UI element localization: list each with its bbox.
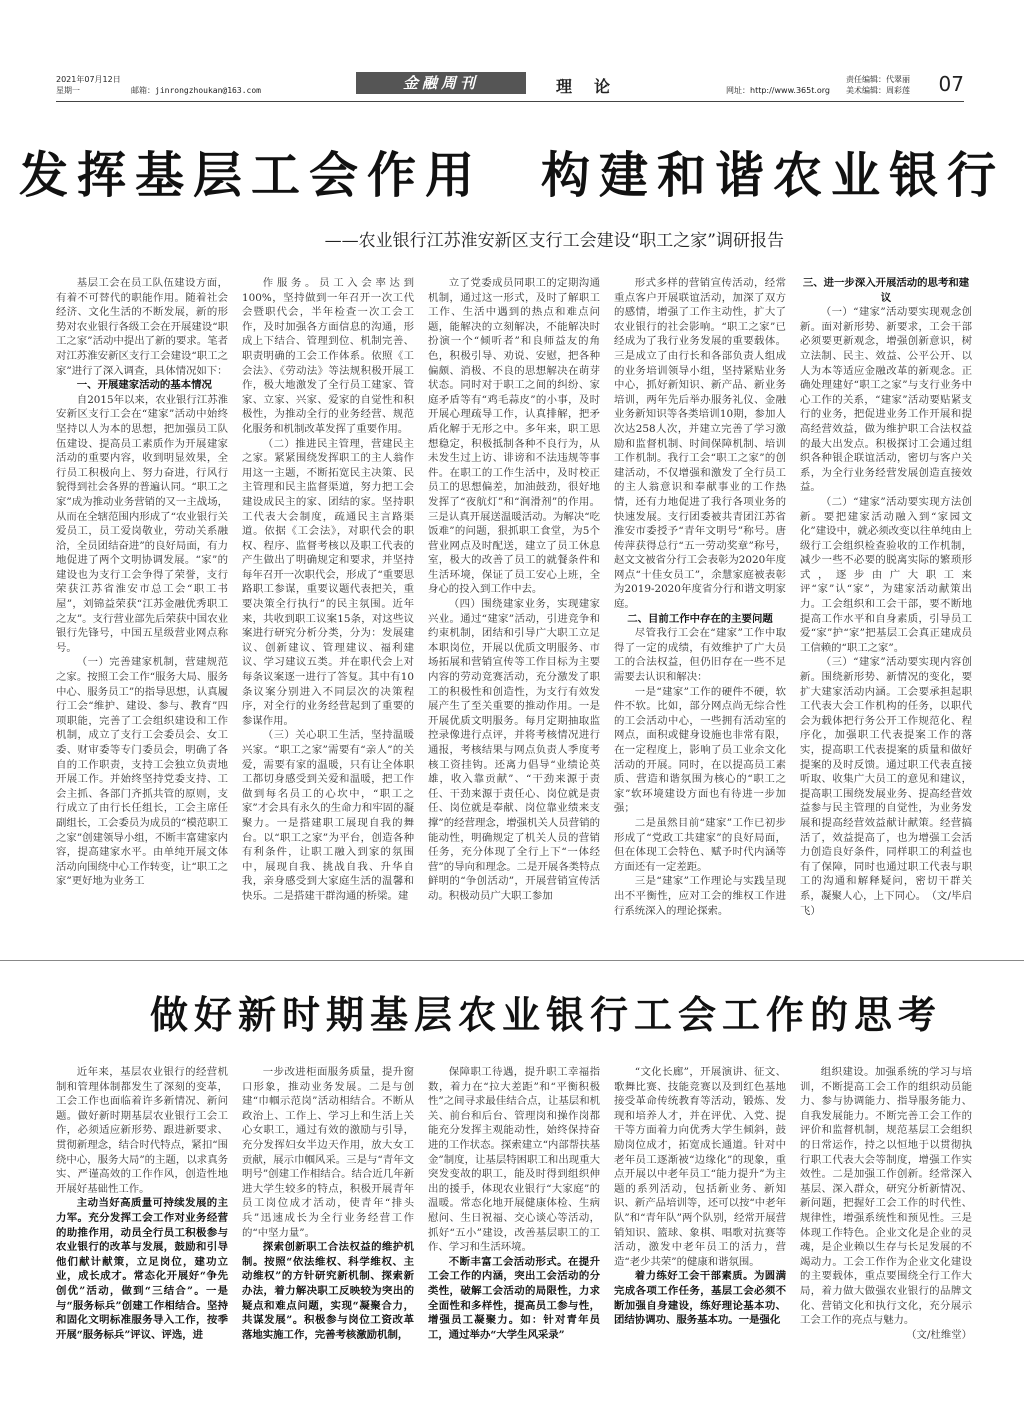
issue-date: 2021年07月12日 (56, 75, 121, 84)
paragraph: “文化长廊”，开展演讲、征文、歌舞比赛、技能竞赛以及到红色基地接受革命传统教育等活动，锻炼、发现和培养人才，并在评优、入党、提干等方面着力向优秀大学生倾斜，鼓励岗位成才，拓宽成长通道。针对中老年员工逐渐被“边缘化”的现象，重点开展以中老年员工“能力提升”为主题的系列活动，包括新业务、新知识、新产品培训等，还可以按“中老年队”和“青年队”两个队别，经常开展营销知识、篮球、象棋、唱歌对抗赛等活动，激发中老年员工的活力，营造“老少共荣”的健康和谐氛围。 (614, 1066, 786, 1268)
article2-title: 做好新时期基层农业银行工会工作的思考 (150, 992, 943, 1037)
issue-weekday: 星期一 (56, 86, 80, 95)
paragraph: 尽管我行工会在“建家”工作中取得了一定的成绩，有效维护了广大员工的合法权益，但仍旧存在一些不足需要去认识和解决： (614, 627, 786, 684)
paragraph: （一）“建家”活动要实现观念创新。面对新形势、新要求，工会干部必须要更新观念，增强创新意识，树立法制、民主、效益、公平公开、以人为本等适应金融改革的新观念。正确处理建好“职工之家”与支行业务中心工作的关系，“建家”活动要贴紧支行的业务，把促进业务工作开展和提高经营效益，做为维护职工合法权益的最大出发点。积极探讨工会通过组织各种银企联谊活动，密切与客户关系，为全行业务经营发展创造直接效益。 (800, 306, 972, 494)
article1-column (56, 276, 228, 944)
article1-column (614, 276, 786, 944)
paragraph: （二）“建家”活动要实现方法创新。要把建家活动融入到“家园文化”建设中，就必须改变以往单纯由上级行工会组织检查验收的工作机制，减少一些不必要的脱离实际的繁琐形式，逐步由广大职工来评“家”认“家”，为建家活动献策出力。工会组织和工会干部，要不断地提高工作水平和自身素质，引导员工爱“家”护“家”把基层工会真正建成员工信赖的“职工之家”。 (800, 495, 972, 654)
paragraph: 三是“建家”工作理论与实践呈现出不平衡性，应对工会的维权工作进行系统深入的理论探索。 (614, 875, 786, 917)
paragraph: 自2015年以来，农业银行江苏淮安新区支行工会在“建家”活动中始终坚持以人为本的思想，把加强员工队伍建设、提高员工素质作为开展建家活动的重要内容，收到明显效果，全行员工积极向上、努力奋进，行风行貌得到社会各界的普遍认同。“职工之家”成为推动业务营销的又一主战场，从而在全辖范围内形成了“农业银行关爱员工，员工爱岗敬业，劳动关系融洽，全员团结奋进”的良好局面，有力地促进了两个文明协调发展。“家”的建设也为支行工会争得了荣誉，支行荣获江苏省淮安市总工会“职工书屋”，刘锦益荣获“江苏金融优秀职工之友”。支行营业部先后荣获中国农业银行先锋号，中国五星级营业网点称号。 (56, 393, 228, 654)
section-heading: 着力练好工会干部素质。为圆满完成各项工作任务，基层工会必须不断加强自身建设，练好理论基本功、团结协调功、服务基本功。一是强化 (614, 1270, 786, 1327)
paragraph: （三）“建家”活动要实现内容创新。围绕新形势、新情况的变化，要扩大建家活动内涵。工会要承担起职工代表大会工作机构的任务，以职代会为载体把行务公开工作规范化、程序化，加强职工代表提案工作的落实，提高职工代表提案的质量和做好提案的及时反馈。通过职工代表直接听取、收集广大员工的意见和建议，提高职工围绕发展业务、提高经营效益参与民主管理的自觉性，为业务发展和提高经营效益献计献策。经营搞活了，效益提高了，也为增强工会活力创造良好条件，同样职工的利益也有了保障，同时也通过职工代表与职工的沟通和解释疑问，密切干群关系，凝聚人心，上下同心。 （文/毕启飞） (800, 656, 972, 917)
article1-column (242, 276, 414, 944)
paragraph: （四）围绕建家业务，实现建家兴业。通过“建家”活动，引进竞争和约束机制，团结和引导广大职工立足本职岗位，开展以优质文明服务、市场拓展和营销宣传等工作目标为主要内容的劳动竞赛活动，充分激发了职工的积极性和创造性，为支行有效发展产生了至关重要的推动作用。一是开展优质文明服务。每月定期抽取监控录像进行点评，并将考核情况进行通报，考核结果与网点负责人季度考核工资挂钩。还离力倡导“业绩论英雄，收入靠贡献”、“干劲来源于责任、干劲来源于责任心、岗位就是责任、岗位就是奉献、岗位靠业绩来支撑”的经营理念，增强机关人员营销的能动性，明确规定了机关人员的营销任务，充分体现了全行上下“一体经营”的导向和理念。二是开展各类特点鲜明的“争创活动”，开展营销宣传活动。积极动员广大职工参加 (428, 598, 600, 902)
email-address: 邮箱：jinrongzhoukan@163.com (131, 86, 261, 95)
paragraph: 二是虽然目前“建家”工作已初步形成了“党政工共建家”的良好局面，但在体现工会特色、赋予时代内涵等方面还有一定差距。 (614, 816, 786, 873)
article1-column (428, 276, 600, 944)
section-heading: 不断丰富工会活动形式。在提升工会工作的内涵，突出工会活动的分类性，破解工会活动的局限性，力求全面性和多样性，提高员工参与性，增强员工凝聚力。如：针对青年员工，通过举办“大学生风采录” (428, 1255, 600, 1341)
section-heading: 一、开展建家活动的基本情况 (76, 379, 212, 392)
paragraph: 一是“建家”工作的硬件不硬，软件不软。比如，部分网点尚无综合性的工会活动中心，一些拥有活动室的网点，面积或健身设施也非常有限，在一定程度上，影响了员工业余文化活动的开展。同时，在以提高员工素质、营造和谐氛围为核心的“职工之家”软环境建设方面也有待进一步加强； (614, 685, 786, 815)
article-divider (0, 960, 1024, 961)
article1-subtitle: ——农业银行江苏淮安新区支行工会建设“职工之家”调研报告 (324, 231, 784, 251)
paragraph: （一）完善建家机制，营建规范之家。按照工会工作“服务大局、服务中心、服务员工”的指导思想，认真履行工会“维护、建设、参与、教育”四项职能，完善了工会组织建设和工作机制，成立了支行工会委员会、女工委、财审委等专门委员会，明确了各自的工作职责，支持工会独立负责地开展工作。并始终坚持党委支持、工会主抓、各部门齐抓共管的原则，支行成立了由行长任组长，工会主席任副组长，工会委员为成员的“模范职工之家”创建领导小组，不断丰富建家内容，提高建家水平。由单纯开展文体活动向围绕中心工作转变，让“职工之家”更好地为业务工 (56, 656, 228, 888)
paragraph: 基层工会在员工队伍建设方面，有着不可替代的职能作用。随着社会经济、文化生活的不断发展，新的形势对农业银行各级工会在开展建设“职工之家”活动中提出了新的要求。笔者对江苏淮安新区支行工会建设“职工之家”进行了深入调查，具体情况如下： (56, 277, 228, 377)
paragraph: 保障职工待遇，提升职工幸福指数，着力在“拉大差距”和“平衡积极性”之间寻求最佳结合点，让基层和机关、前台和后台、管理岗和操作岗都能充分发挥主观能动性，始终保持奋进的工作状态。探索建立“内部帮扶基金”制度，让基层特困职工和出现重大突发变故的职工，能及时得到组织伸出的援手，体现农业银行“大家庭”的温暖。常态化地开展健康体检、生病慰问、生日祝福、交心谈心等活动，抓好“五小”建设，改善基层职工的工作、学习和生活环境。 (428, 1066, 600, 1254)
header-rule (56, 101, 964, 102)
article1-column (800, 276, 972, 944)
section-heading: 三、进一步深入开展活动的思考和建议 (802, 277, 970, 304)
article2-column (56, 1065, 228, 1365)
section-label: 理论 (556, 77, 633, 96)
paragraph: （三）关心职工生活，坚持温暖兴家。“职工之家”需要有“亲人”的关爱，需要有家的温暖，只有让全体职工都切身感受到关爱和温暖，把工作做到每名员工的心坎中，“职工之家”才会具有永久的生命力和牢固的凝聚力。一是搭建职工展现自我的舞台。以“职工之家”为平台，创造各种有利条件，让职工融入到家的氛围中，展现自我、挑战自我、升华自我，亲身感受到大家庭生活的温馨和快乐。二是搭建干群沟通的桥梁。建 (242, 729, 414, 902)
article1-title: 发挥基层工会作用 构建和谐农业银行 (18, 146, 1005, 204)
section-heading: 二、目前工作中存在的主要问题 (627, 612, 773, 625)
article2-column (614, 1065, 786, 1365)
section-heading: 探索创新职工合法权益的维护机制。按照“依法维权、科学维权、主动维权”的方针研究新机制、探索新办法，着力解决职工反映较为突出的疑点和难点问题，实现“凝聚合力，共谋发展”。积极参与岗位工资改革落地实施工作，完善考核激励机制， (242, 1241, 414, 1341)
masthead-logo: 金融周刊 (356, 72, 526, 94)
paragraph: 立了党委成员同职工的定期沟通机制，通过这一形式，及时了解职工工作、生活中遇到的热点和难点问题，能解决的立刻解决，不能解决时扮演一个“倾听者”和良师益友的角色，积极引导、劝说、安慰，把各种偏颇、消极、不良的思想解决在萌芽状态。同时对于职工之间的纠纷、家庭矛盾等有“鸡毛蒜皮”的小事，及时开展心理疏导工作，认真排解，把矛盾化解于无形之中。多年来，职工思想稳定，积极抵制各种不良行为，从未发生过上访、诽谤和不法违规等事件。在职工的工作生活中，及时校正员工的思想偏差，加油鼓劲，很好地发挥了“夜航灯”和“润滑剂”的作用。三是认真开展送温暖活动。为解决“吃饭难”的问题，狠抓职工食堂，为5个营业网点及时配送，建立了员工休息室，极大的改善了员工的就餐条件和生活环境，保证了员工安心上班，全身心的投入到工作中去。 (428, 277, 600, 596)
paragraph: 形式多样的营销宣传活动，经常重点客户开展联谊活动，加深了双方的感情，增强了工作主动性，扩大了农业银行的社会影响。“职工之家”已经成为了我行业务发展的重要载体。三是成立了由行长和各部负责人组成的业务培训领导小组，坚持紧贴业务中心，抓好新知识、新产品、新业务培训，两年先后举办服务礼仪、金融业务新知识等各类培训10期，参加人次达258人次，并建立完善了学习激励和监督机制、时间保障机制、培训工作机制。我行工会“职工之家”的创建活动，不仅增强和激发了全行员工的主人翁意识和奉献事业的工作热情，还有力地促进了我行各项业务的快速发展。支行团委被共青团江苏省淮安市委授予“青年文明号”称号。唐传萍获得总行“五一劳动奖章”称号，赵文文被省分行工会表彰为2020年度网点“十佳女员工”，余慧家庭被表彰为2019-2020年度省分行和谐文明家庭。 (614, 277, 786, 611)
paragraph: （二）推进民主管理，营建民主之家。紧紧围绕发挥职工的主人翁作用这一主题，不断拓宽民主决策、民主管理和民主监督渠道，努力把工会建设成民主的家、团结的家。坚持职工代表大会制度，疏通民主言路渠道。依据《工会法》，对职代会的职权、程序、监督考核以及职工代表的产生做出了明确规定和要求，并坚持每年召开一次职代会，形成了“重要思路职工参谋，重要议题代表把关，重要决策全行执行”的民主氛围。近年来，共收到职工议案15条，对这些议案进行研究分析分类，分为：发展建议、创新建议、管理建议、福利建议、学习建议五类。并在职代会上对每条议案逐一进行了答复。其中有10条议案分别进入不同层次的决策程序，对全行的业务经营起到了重要的参谋作用。 (242, 437, 414, 727)
editor-credit: 责任编辑：代翠丽 (846, 75, 910, 84)
article2-column (800, 1065, 972, 1365)
paragraph: 作服务。员工入会率达到100%，坚持做到一年召开一次工代会暨职代会，半年检查一次工会工作，及时加强各方面信息的沟通，形成上下结合、管理到位、机制完善、职责明确的工会工作体系。依照《工会法》、《劳动法》等法规积极开展工作，极大地激发了全行员工建家、管家、立家、兴家、爱家的自觉性和积极性，为推动全行的业务经营、规范化服务和机制改革发挥了重要作用。 (242, 277, 414, 435)
page-number: 07 (938, 72, 964, 96)
byline: （文/杜维堂） (906, 1328, 972, 1341)
paragraph: 一步改进柜面服务质量，提升窗口形象，推动业务发展。二是与创建“巾帼示范岗”活动相结合。不断从政治上、工作上、学习上和生活上关心女职工，通过有效的激励与引导，充分发挥妇女半边天作用，放大女工贡献，展示巾帼风采。三是与“青年文明号”创建工作相结合。结合近几年新进大学生较多的特点，积极开展青年员工岗位成才活动，使青年“排头兵”迅速成长为全行业务经营工作的“中坚力量”。 (242, 1066, 414, 1239)
paragraph: 近年来，基层农业银行的经营机制和管理体制都发生了深刻的变革，工会工作也面临着许多新情况、新问题。做好新时期基层农业银行工会工作，必须适应新形势、跟进新要求、贯彻新理念，结合时代特点，紧扣“围绕中心，服务大局”的主题，以求真务实、严谨高效的工作作风，创造性地开展好基础性工作。 (56, 1066, 228, 1195)
section-heading: 主动当好高质量可持续发展的主力军。充分发挥工会工作对业务经营的助推作用，动员全行员工积极参与农业银行的改革与发展，鼓励和引导他们献计献策，立足岗位，建功立业，成长成才。常态化开展好“争先创优”活动，做到“三结合”。一是与“服务标兵”创建工作相结合。坚持和固化文明标准服务导入工作，按季开展“服务标兵”评议、评选，进 (56, 1197, 228, 1341)
paragraph: 组织建设。加强系统的学习与培训，不断提高工会工作的组织动员能力、参与协调能力、指导服务能力、自我发展能力。不断完善工会工作的评价和监督机制，规范基层工会组织的日常运作，持之以恒地于以贯彻执行职工代表大会等制度，增强工作实效性。二是加强工作创新。经常深入基层、深入群众，研究分析新情况、新问题，把握好工会工作的时代性、规律性，增强系统性和预见性。三是体现工作特色。企业文化是企业的灵魂，是企业赖以生存与长足发展的不竭动力。工会工作作为企业文化建设的主要载体，重点要围绕全行工作大局，着力做大做强农业银行的品牌文化、营销文化和执行文化，充分展示工会工作的亮点与魅力。 (800, 1066, 972, 1327)
designer-credit: 美术编辑：周彩莲 (846, 86, 910, 95)
article2-column (428, 1065, 600, 1365)
article2-body (56, 1065, 972, 1365)
page-header (56, 72, 964, 100)
article2-column (242, 1065, 414, 1365)
article1-body (56, 276, 972, 944)
website-address: 网址：http://www.365t.org (726, 86, 831, 95)
